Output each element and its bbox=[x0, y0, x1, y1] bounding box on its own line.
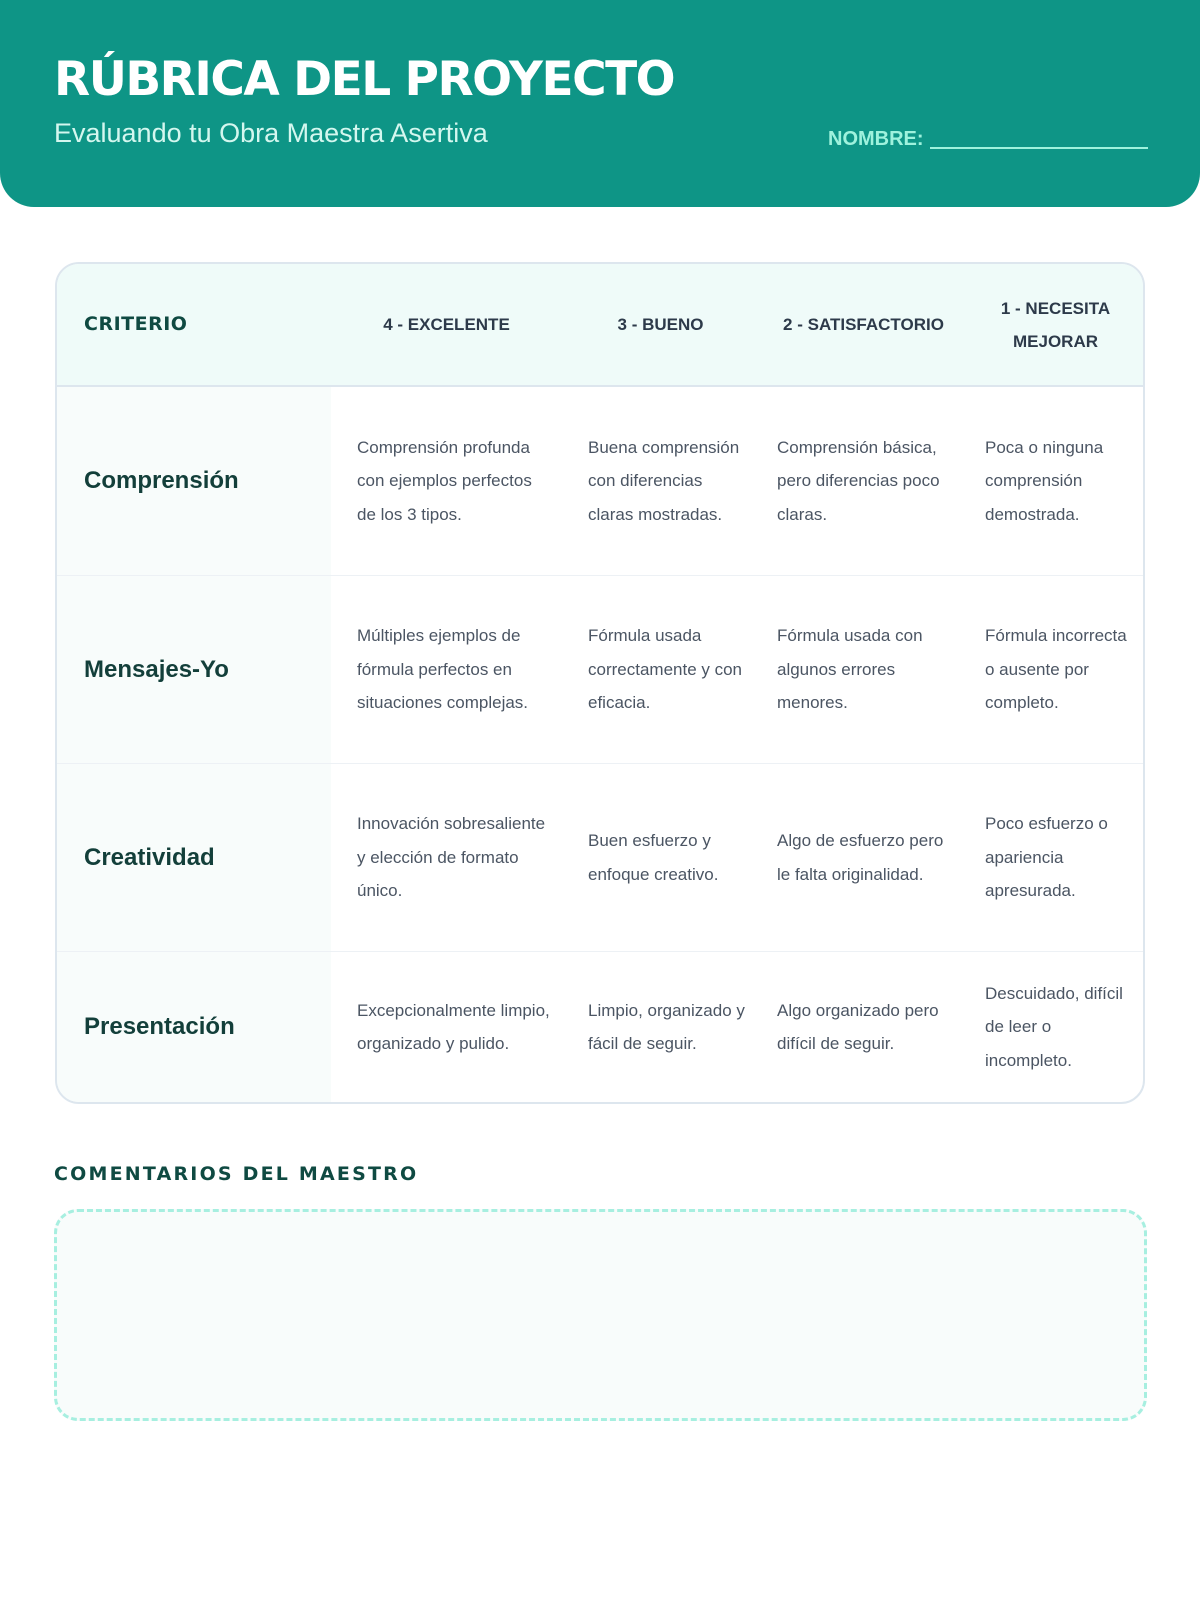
criterion-label: Mensajes-Yo bbox=[57, 576, 331, 763]
table-row bbox=[57, 387, 1143, 576]
column-header-criterio: CRITERIO bbox=[84, 313, 188, 335]
table-row bbox=[57, 764, 1143, 952]
rubric-cell: Poco esfuerzo o apariencia apresurada. bbox=[985, 814, 1108, 901]
header-banner bbox=[0, 0, 1200, 207]
page-title: RÚBRICA DEL PROYECTO bbox=[54, 52, 675, 107]
column-header-necesita-mejorar: 1 - NECESITA MEJORAR bbox=[1000, 298, 1111, 351]
rubric-cell: Innovación sobresaliente y elección de formato único. bbox=[357, 814, 546, 901]
name-blank-line[interactable] bbox=[930, 147, 1148, 149]
rubric-cell: Fórmula usada con algunos errores menores. bbox=[777, 626, 923, 713]
rubric-cell: Excepcionalmente limpio, organizado y pulido. bbox=[357, 1000, 550, 1053]
comments-heading: COMENTARIOS DEL MAESTRO bbox=[54, 1163, 419, 1185]
table-row bbox=[57, 952, 1143, 1102]
rubric-cell: Múltiples ejemplos de fórmula perfectos en situaciones complejas. bbox=[357, 626, 529, 713]
rubric-cell: Buen esfuerzo y enfoque creativo. bbox=[588, 831, 719, 884]
column-header-satisfactorio: 2 - SATISFACTORIO bbox=[783, 315, 944, 334]
rubric-cell: Limpio, organizado y fácil de seguir. bbox=[588, 1000, 745, 1053]
rubric-cell: Comprensión básica, pero diferencias poco claras. bbox=[777, 437, 940, 524]
criterion-label: Presentación bbox=[57, 952, 331, 1102]
column-header-bueno: 3 - BUENO bbox=[617, 315, 704, 334]
rubric-cell: Algo de esfuerzo pero le falta originalidad. bbox=[777, 831, 944, 884]
table-header-row bbox=[57, 264, 1143, 387]
criterion-label: Comprensión bbox=[57, 387, 331, 575]
name-field[interactable] bbox=[828, 128, 1148, 151]
criterion-label: Creatividad bbox=[57, 764, 331, 951]
table-row bbox=[57, 576, 1143, 764]
rubric-cell: Algo organizado pero difícil de seguir. bbox=[777, 1000, 939, 1053]
name-label: NOMBRE: bbox=[828, 128, 924, 150]
rubric-cell: Comprensión profunda con ejemplos perfectos de los 3 tipos. bbox=[357, 437, 532, 524]
rubric-cell: Buena comprensión con diferencias claras mostradas. bbox=[588, 437, 740, 524]
rubric-cell: Descuidado, difícil de leer o incompleto. bbox=[985, 983, 1123, 1070]
rubric-cell: Fórmula usada correctamente y con eficacia. bbox=[588, 626, 743, 713]
page-subtitle: Evaluando tu Obra Maestra Asertiva bbox=[54, 118, 488, 148]
rubric-cell: Fórmula incorrecta o ausente por completo. bbox=[985, 626, 1127, 713]
column-header-excelente: 4 - EXCELENTE bbox=[383, 315, 510, 334]
rubric-table bbox=[55, 262, 1145, 1104]
comments-box[interactable] bbox=[54, 1209, 1147, 1421]
rubric-cell: Poca o ninguna comprensión demostrada. bbox=[985, 437, 1104, 524]
